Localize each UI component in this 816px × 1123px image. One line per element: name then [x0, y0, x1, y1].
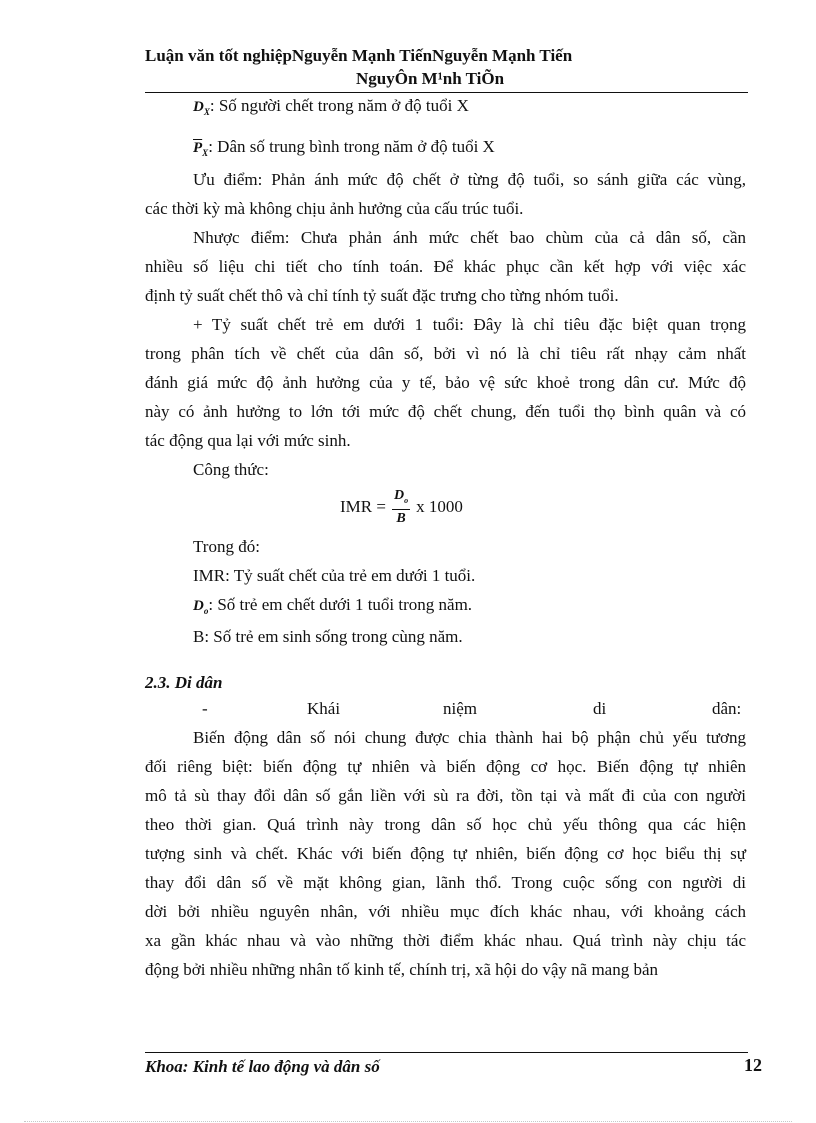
migration-line-8: xa gần khác nhau và vào những thời điểm khác nhau. Quá trình này chịu tác — [145, 931, 746, 950]
disadvantage-line-1: Nhược điểm: Chưa phản ánh mức chết bao chùm của cả dân số, cần — [193, 228, 746, 247]
imr-definition: IMR: Tỷ suất chết của trẻ em dưới 1 tuổi. — [193, 566, 476, 585]
dx-symbol: $D_X$ — [193, 99, 210, 117]
formula-label: Công thức: — [193, 460, 269, 479]
concept-dash: - — [202, 699, 208, 718]
advantage-line-2: các thời kỳ mà không chịu ảnh hưởng của cấu trúc tuổi. — [145, 199, 524, 218]
migration-line-2: đối riêng biệt: biến động tự nhiên và biến động cơ học. Biến động tự nhiên — [145, 757, 746, 776]
px-text: : Dân số trung bình trong năm ở độ tuổi X — [208, 137, 495, 156]
concept-word-2: niệm — [443, 699, 477, 718]
migration-line-7: dời bởi nhiều nguyên nhân, với nhiều mục đích khác nhau, với khoảng cách — [145, 902, 746, 921]
px-symbol: $\overline{P}_X$ — [193, 140, 209, 158]
migration-line-4: theo thời gian. Quá trình này trong dân số học chủ yếu thông qua các hiện — [145, 815, 746, 834]
migration-line-1: Biến động dân số nói chung được chia thành hai bộ phận chủ yếu tương — [193, 728, 746, 747]
header-author: NguyÔn M¹nh TiÕn — [356, 69, 505, 88]
dx-text: : Số người chết trong năm ở độ tuổi X — [209, 96, 469, 115]
definition-px — [193, 137, 495, 163]
imr-line-4: này có ảnh hưởng to lớn tới mức độ chết chung, đến tuổi thọ bình quân và có — [145, 402, 746, 421]
advantage-line-1: Ưu điểm: Phản ánh mức độ chết ở từng độ tuổi, so sánh giữa các vùng, — [193, 170, 746, 189]
migration-line-9: động bởi nhiều những nhân tố kinh tế, chính trị, xã hội do vậy nã mang bản — [145, 960, 659, 979]
footer-department: Khoa: Kinh tế lao động và dân số — [145, 1057, 380, 1076]
footer-divider — [145, 1052, 748, 1053]
formula-numerator: $D_o$ — [392, 488, 410, 510]
definition-dx — [193, 96, 469, 122]
formula-denominator: B — [396, 510, 406, 526]
header-title: Luận văn tốt nghiệpNguyễn Mạnh TiếnNguyễn Mạnh Tiến — [145, 46, 573, 65]
migration-line-5: tượng sinh và chết. Khác với biến động tự nhiên, biến động cơ học biểu thị sự — [145, 844, 746, 863]
do-symbol: $D_o$ — [193, 598, 209, 616]
formula-lhs: IMR = — [340, 497, 386, 516]
where-label: Trong đó: — [193, 537, 260, 556]
b-definition: B: Số trẻ em sinh sống trong cùng năm. — [193, 627, 463, 646]
disadvantage-line-2: nhiều số liệu chi tiết cho tính toán. Để khác phục cần kết hợp với việc xác — [145, 257, 746, 276]
imr-line-1: + Tỷ suất chết trẻ em dưới 1 tuổi: Đây là chỉ tiêu đặc biệt quan trọng — [193, 315, 746, 334]
concept-word-4: dân: — [712, 699, 742, 718]
migration-line-3: mô tả sù thay đổi dân số gắn liền với sù ra đời, tồn tại và mất đi của con người — [145, 786, 746, 805]
imr-formula — [340, 486, 463, 528]
concept-word-1: Khái — [307, 699, 341, 718]
imr-line-2: trong phân tích về chết của dân số, bởi vì nó là chỉ tiêu rất nhạy cảm nhất — [145, 344, 746, 363]
concept-word-3: di — [593, 699, 607, 718]
migration-line-6: thay đổi dân số về mặt không gian, lãnh thổ. Trong cuộc sống con người di — [145, 873, 746, 892]
do-definition — [193, 595, 472, 621]
section-title: 2.3. Di dân — [145, 673, 223, 692]
page-bottom-border — [24, 1121, 792, 1122]
page-number: 12 — [744, 1055, 762, 1075]
imr-line-3: đánh giá mức độ ảnh hưởng của y tế, bảo vệ sức khoẻ trong dân cư. Mức độ — [145, 373, 746, 392]
formula-fraction — [392, 488, 410, 526]
header-divider — [145, 92, 748, 93]
formula-rhs: x 1000 — [416, 497, 463, 516]
imr-line-5: tác động qua lại với mức sinh. — [145, 431, 351, 450]
do-text: : Số trẻ em chết dưới 1 tuổi trong năm. — [208, 595, 473, 614]
disadvantage-line-3: định tỷ suất chết thô và chỉ tính tỷ suất đặc trưng cho từng nhóm tuổi. — [145, 286, 619, 305]
